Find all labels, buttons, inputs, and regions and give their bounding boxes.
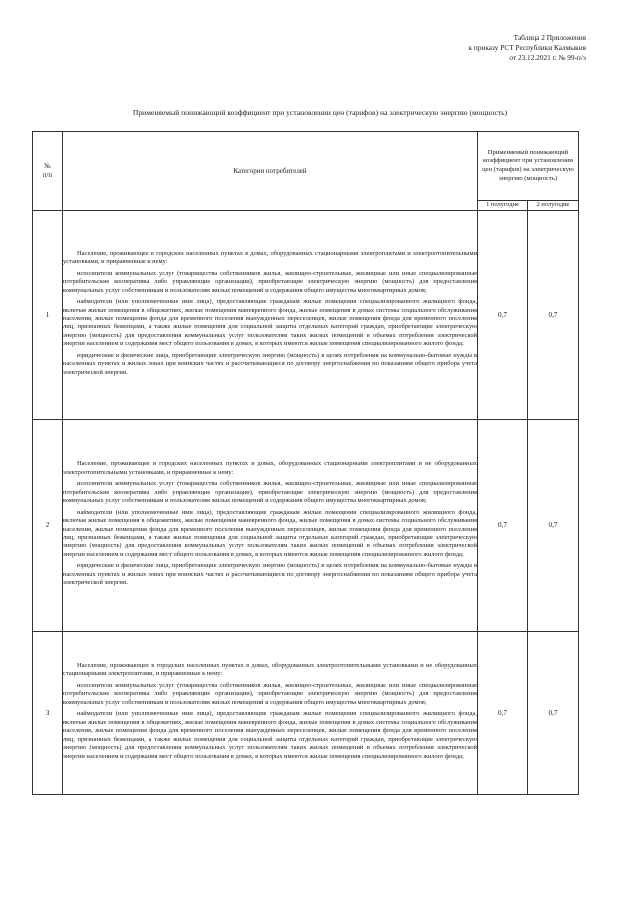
category-paragraph: наймодатели (или уполномоченные ими лица), предоставляющие гражданам жилые помещения специализированного жилищного фонда, включая жилые помещения в общежитиях, жилые помещения маневренного фонда, жилые помещения в домах системы социального обслуживания населения, жилые помещения фонда для временного поселения вынужденных переселенцев, жилые помещения фонда для временного поселения лиц, признанных беженцами, а также жилые помещения для социальной защиты отдельных категорий граждан, приобретающие электрическую энергию (мощность) для предоставления коммунальных услуг пользователям таких жилых помещений в объемах потребления электрической энергии населением и содержания мест общего пользования в домах, в которых имеются жилые помещения специализированного жилого фонда; xyxy=(63,298,477,348)
row-number: 1 xyxy=(33,211,63,420)
row-number: 2 xyxy=(33,420,63,632)
header-category: Категории потребителей xyxy=(63,132,478,211)
category-paragraph: юридические и физические лица, приобретающие электрическую энергию (мощность) в целях потребления на коммунально-бытовые нужды в населенных пунктах и жилых зонах при воинских частях и рассчитывающиеся по договору энергоснабжения по показаниям общего прибора учета электрической энергии. xyxy=(63,562,477,587)
coefficient-half-1: 0,7 xyxy=(478,211,528,420)
category-paragraph: юридические и физические лица, приобретающие электрическую энергию (мощность) в целях потребления на коммунально-бытовые нужды в населенных пунктах и жилых зонах при воинских частях и рассчитывающиеся по договору энергоснабжения по показаниям общего прибора учета электрической энергии. xyxy=(63,351,477,376)
coefficient-half-1: 0,7 xyxy=(478,632,528,795)
category-paragraph: исполнители коммунальных услуг (товарищества собственников жилья, жилищно-строительные, жилищные или иные специализированные потребительские кооперативы либо управляющие организации), приобретающие электрическую энергию (мощность) для предоставления коммунальных услуг собственникам и пользователям жилых помещений и содержания общего имущества многоквартирных домов; xyxy=(63,480,477,505)
header-half-1: 1 полугодие xyxy=(478,201,528,211)
header-line-1: Таблица 2 Приложения xyxy=(513,33,586,42)
category-paragraph: исполнители коммунальных услуг (товарищества собственников жилья, жилищно-строительные, жилищные или иные специализированные потребительские кооперативы либо управляющие организации), приобретающие электрическую энергию (мощность) для предоставления коммунальных услуг собственникам и пользователям жилых помещений и содержания общего имущества многоквартирных домов; xyxy=(63,269,477,294)
category-paragraph: Население, проживающее в городских населенных пунктах в домах, оборудованных электроотопительными установками и не оборудованных стационарными электроплитами, и приравненные к нему: xyxy=(63,662,477,678)
header-line-3: от 23.12.2021 г. № 99-п/э xyxy=(509,53,586,62)
category-paragraph: Население, проживающее в городских населенных пунктах в домах, оборудованных стационарными электроплитами и не оборудованных электроотопительными установками, и приравненные к нему: xyxy=(63,460,477,476)
category-paragraph: наймодатели (или уполномоченные ими лица), предоставляющие гражданам жилые помещения специализированного жилищного фонда, включая жилые помещения в общежитиях, жилые помещения маневренного фонда, жилые помещения в домах системы социального обслуживания населения, жилые помещения фонда для временного поселения вынужденных переселенцев, жилые помещения фонда для временного поселения лиц, признанных беженцами, а также жилые помещения для социальной защиты отдельных категорий граждан, приобретающие электрическую энергию (мощность) для предоставления коммунальных услуг пользователям таких жилых помещений в объемах потребления электрической энергии населением и содержания мест общего пользования в домах, в которых имеются жилые помещения специализированного жилого фонда; xyxy=(63,710,477,760)
coefficient-half-2: 0,7 xyxy=(528,420,579,632)
row-number: 3 xyxy=(33,632,63,795)
header-number: № п/п xyxy=(33,132,63,211)
document-title: Применяемый понижающий коэффициент при установлении цен (тарифов) на электрическую энергию (мощность) xyxy=(132,108,508,117)
header-half-2: 2 полугодие xyxy=(528,201,579,211)
coefficient-half-2: 0,7 xyxy=(528,211,579,420)
table-row xyxy=(33,420,579,632)
document-header xyxy=(469,33,586,63)
category-description xyxy=(63,420,478,632)
category-description xyxy=(63,211,478,420)
coefficient-half-2: 0,7 xyxy=(528,632,579,795)
category-paragraph: наймодатели (или уполномоченные ими лица), предоставляющие гражданам жилые помещения специализированного жилищного фонда, включая жилые помещения в общежитиях, жилые помещения маневренного фонда, жилые помещения в домах системы социального обслуживания населения, жилые помещения фонда для временного поселения вынужденных переселенцев, жилые помещения фонда для временного поселения лиц, признанных беженцами, а также жилые помещения для социальной защиты отдельных категорий граждан, приобретающие электрическую энергию (мощность) для предоставления коммунальных услуг пользователям таких жилых помещений в объемах потребления электрической энергии населением и содержания мест общего пользования в домах, в которых имеются жилые помещения специализированного жилого фонда; xyxy=(63,508,477,558)
table-row xyxy=(33,211,579,420)
table-row xyxy=(33,632,579,795)
coefficient-half-1: 0,7 xyxy=(478,420,528,632)
header-coefficient: Применяемый понижающий коэффициент при установлении цен (тарифов) на электрическую энергию (мощность) xyxy=(478,132,579,201)
category-paragraph: исполнители коммунальных услуг (товарищества собственников жилья, жилищно-строительные, жилищные или иные специализированные потребительские кооперативы либо управляющие организации), приобретающие электрическую энергию (мощность) для предоставления коммунальных услуг собственникам и пользователям жилых помещений и содержания общего имущества многоквартирных домов; xyxy=(63,681,477,706)
header-line-2: к приказу РСТ Республики Калмыкия xyxy=(468,43,586,52)
coefficient-table xyxy=(32,131,579,795)
category-paragraph: Население, проживающее в городских населенных пунктах в домах, оборудованных стационарными электроплитами и электроотопительными установками, и приравненные к нему: xyxy=(63,249,477,266)
category-description xyxy=(63,632,478,795)
